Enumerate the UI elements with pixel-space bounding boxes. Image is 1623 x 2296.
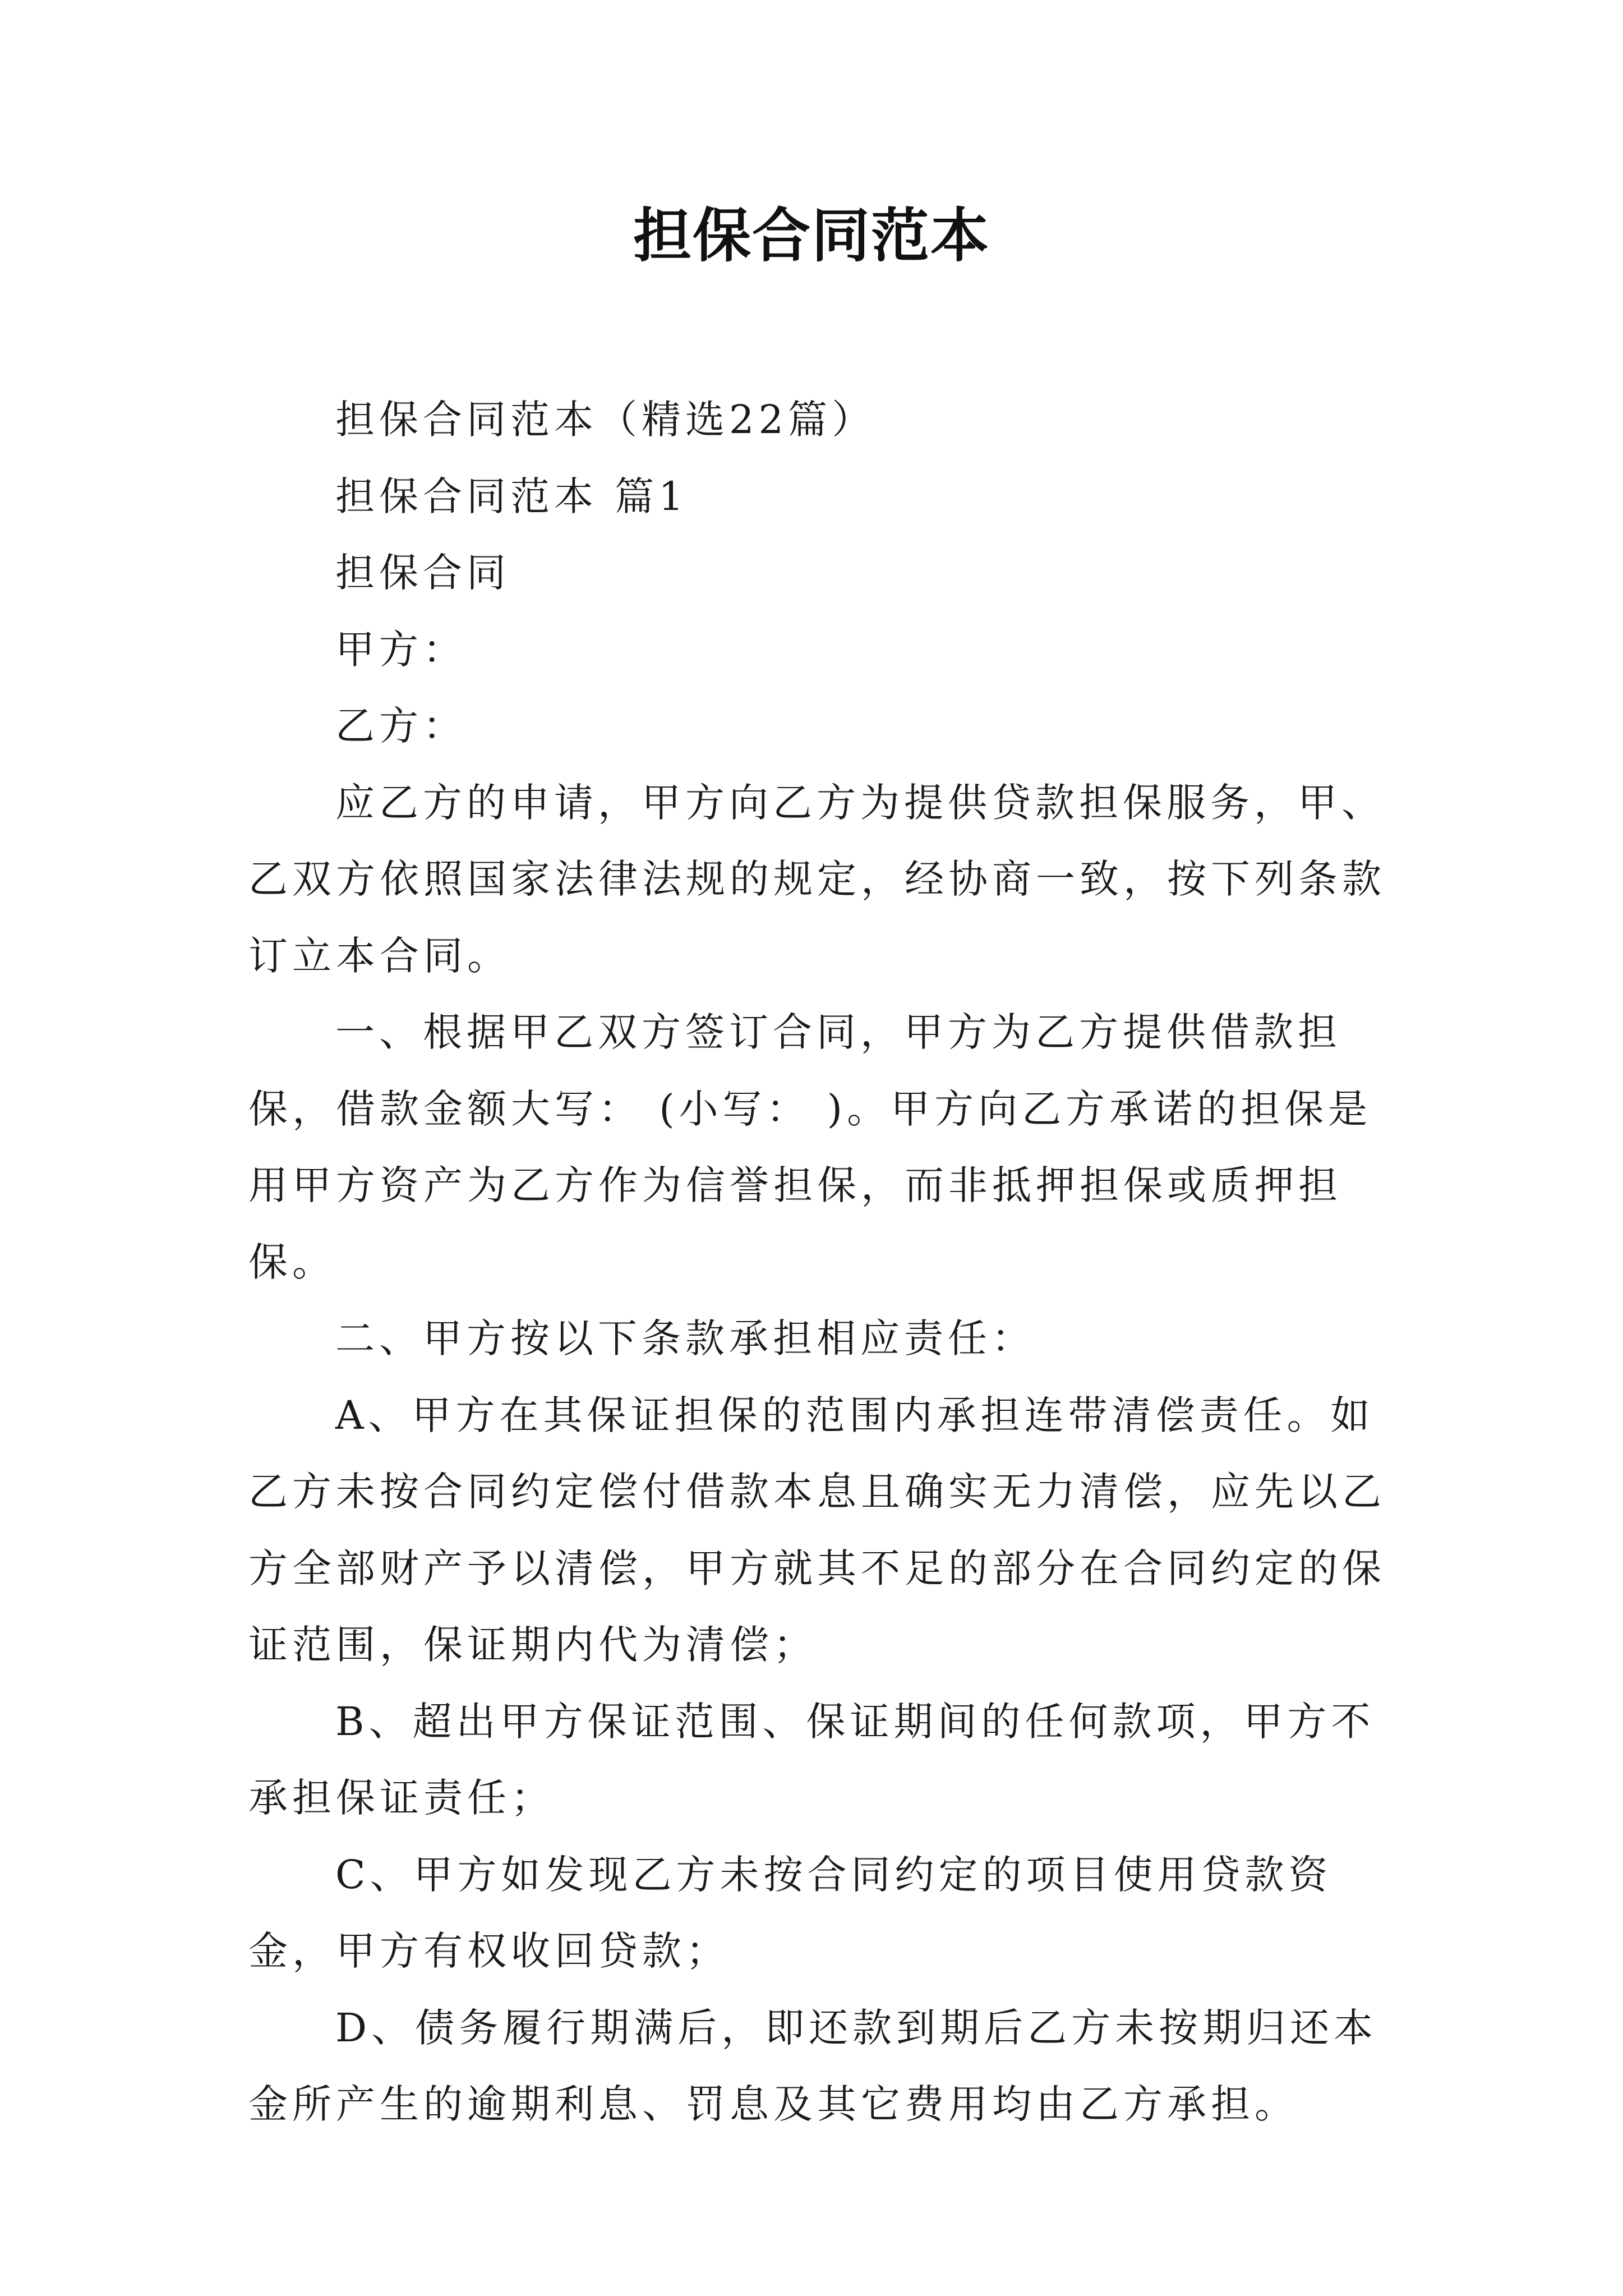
intro-paragraph: 应乙方的申请，甲方向乙方为提供贷款担保服务，甲、乙双方依照国家法律法规的规定，经协商一致，按下列条款订立本合同。 [248, 779, 1386, 979]
contract-heading: 担保合同 [335, 550, 510, 596]
section-heading: 担保合同范本 篇1 [335, 473, 688, 519]
clause-2b: B、超出甲方保证范围、保证期间的任何款项，甲方不承担保证责任； [248, 1698, 1375, 1821]
clause-2c: C、甲方如发现乙方未按合同约定的项目使用贷款资金，甲方有权收回贷款； [248, 1851, 1332, 1974]
clause-2: 二、甲方按以下条款承担相应责任： [335, 1315, 1035, 1361]
clause-1: 一、根据甲乙双方签订合同，甲方为乙方提供借款担保，借款金额大写： (小写： )。甲方向乙方承诺的担保是用甲方资产为乙方作为信誉担保，而非抵押担保或质押担保。 [248, 1009, 1372, 1285]
party-a-line: 甲方： [335, 626, 467, 673]
doc-subtitle: 担保合同范本（精选22篇） [335, 397, 876, 443]
clause-2d: D、债务履行期满后，即还款到期后乙方未按期归还本金所产生的逾期利息、罚息及其它费用均由乙方承担。 [248, 2004, 1378, 2127]
clause-2a: A、甲方在其保证担保的范围内承担连带清偿责任。如乙方未按合同约定偿付借款本息且确实无力清偿，应先以乙方全部财产予以清偿，甲方就其不足的部分在合同约定的保证范围，保证期内代为清偿； [248, 1392, 1386, 1668]
party-b-line: 乙方： [335, 703, 467, 749]
document-title: 担保合同范本 [633, 201, 990, 270]
document-body [248, 381, 1398, 2143]
